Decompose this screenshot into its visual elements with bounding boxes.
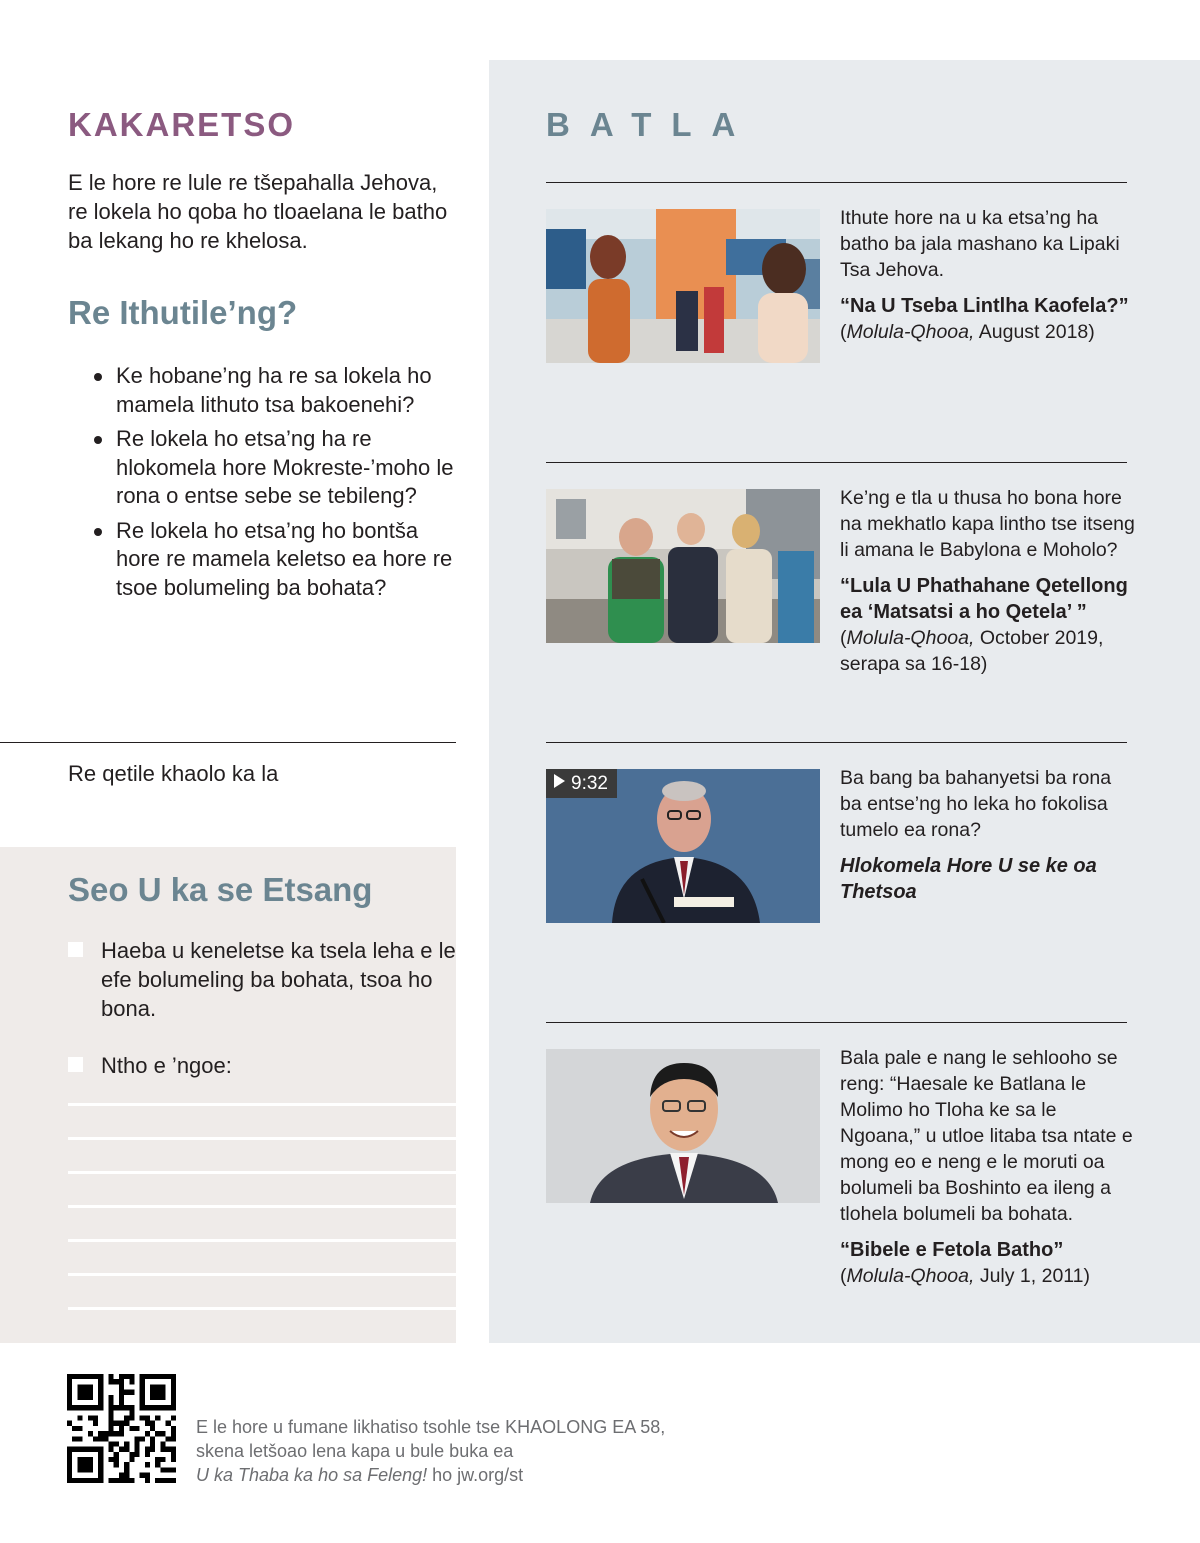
goal-item-text: Ntho e ’ngoe:	[101, 1053, 232, 1078]
divider	[546, 462, 1127, 463]
explore-item	[840, 765, 1135, 905]
write-line[interactable]	[68, 1239, 456, 1242]
explore-item	[840, 205, 1135, 345]
divider	[0, 742, 456, 743]
article-thumbnail-street-witnessing[interactable]	[546, 489, 820, 643]
review-question-text: Re lokela ho etsa’ng ha re hlokomela hore Mokreste-’moho le rona o entse sebe se tebileng?	[116, 426, 454, 508]
review-question	[92, 425, 464, 511]
article-thumbnail-people-with-phones[interactable]	[546, 209, 820, 363]
book-title: U ka Thaba ka ho sa Feleng!	[196, 1465, 428, 1485]
goal-item-text: Haeba u keneletse ka tsela leha e le efe bolumeling ba bohata, tsoa ho bona.	[101, 938, 456, 1021]
explore-heading: BATLA	[546, 106, 756, 143]
checkbox[interactable]	[68, 942, 83, 957]
footer-link-text[interactable]: ho jw.org/st	[427, 1465, 524, 1485]
explore-item-text: Ba bang ba bahanyetsi ba rona ba entse’ng ho leka ho fokolisa tumelo ea rona?	[840, 767, 1112, 841]
footer-line: skena letšoao lena kapa u bule buka ea	[196, 1441, 514, 1461]
divider	[546, 1022, 1127, 1023]
goals-heading: Seo U ka se Etsang	[68, 871, 373, 908]
video-link[interactable]: Hlokomela Hore U se ke oa Thetsoa	[840, 855, 1097, 903]
explore-item-text: Ithute hore na u ka etsa’ng ha batho ba jala mashano ka Lipaki Tsa Jehova.	[840, 207, 1120, 281]
article-thumbnail-portrait[interactable]	[546, 1049, 820, 1203]
bullet-icon	[94, 528, 102, 536]
source-citation: (Molula-Qhooa, July 1, 2011)	[840, 1265, 1091, 1287]
summary-text: E le hore re lule re tšepahalla Jehova, re lokela ho qoba ho tloaelana le batho ba lekang ho re khelosa.	[68, 170, 448, 253]
publication-name: Molula-Qhooa,	[846, 1265, 975, 1287]
review-question	[92, 362, 464, 419]
write-line[interactable]	[68, 1137, 456, 1140]
source-details: August 2018)	[974, 321, 1095, 343]
play-icon	[554, 774, 565, 788]
source-details: October 2019, serapa sa 16-18)	[840, 627, 1104, 675]
explore-item-text: Ke’ng e tla u thusa ho bona hore na mekhatlo kapa lintho tse itseng li amana le Babylona e Moholo?	[840, 487, 1135, 561]
review-question-text: Re lokela ho etsa’ng ho bontša hore re mamela keletso ea hore re tsoe bolumeling ba bohata?	[116, 517, 453, 600]
completed-date-label: Re qetile khaolo ka la	[68, 761, 279, 786]
source-details: July 1, 2011)	[974, 1265, 1091, 1287]
checkbox[interactable]	[68, 1057, 83, 1072]
review-heading: Re Ithutile’ng?	[68, 294, 298, 331]
article-link[interactable]: “Lula U Phathahane Qetellong ea ‘Matsatsi a ho Qetela’ ”	[840, 575, 1128, 623]
publication-name: Molula-Qhooa,	[846, 321, 975, 343]
goal-item-other[interactable]	[68, 1051, 471, 1080]
write-line[interactable]	[68, 1273, 456, 1276]
video-thumbnail-speaker[interactable]	[546, 769, 820, 923]
write-line[interactable]	[68, 1171, 456, 1174]
video-duration-badge	[546, 769, 617, 798]
article-link[interactable]: “Bibele e Fetola Batho”	[840, 1239, 1064, 1261]
footer-note	[196, 1415, 665, 1487]
publication-name: Molula-Qhooa,	[846, 627, 975, 649]
explore-item	[840, 1045, 1135, 1289]
goal-item[interactable]	[68, 936, 471, 1023]
source-citation: (Molula-Qhooa, October 2019, serapa sa 16-18)	[840, 627, 1104, 675]
footer-line: E le hore u fumane likhatiso tsohle tse KHAOLONG EA 58,	[196, 1417, 666, 1437]
article-link[interactable]: “Na U Tseba Lintlha Kaofela?”	[840, 295, 1129, 317]
video-duration: 9:32	[571, 773, 608, 794]
explore-item-text: Bala pale e nang le sehlooho se reng: “Haesale ke Batlana le Molimo ho Tloha ke sa le Ngoana,” u utloe litaba tsa ntate e mong eo e neng e le moruti oa bolumeli ba Boshinto ea ileng a tlohela bolumeli ba bohata.	[840, 1047, 1133, 1225]
write-line[interactable]	[68, 1307, 456, 1310]
review-questions-list	[92, 362, 464, 608]
goals-panel	[0, 847, 456, 1343]
write-line[interactable]	[68, 1205, 456, 1208]
review-question-text: Ke hobane’ng ha re sa lokela ho mamela lithuto tsa bakoenehi?	[116, 363, 432, 417]
review-question	[92, 517, 464, 603]
bullet-icon	[94, 436, 102, 444]
qr-code-icon[interactable]	[67, 1374, 176, 1483]
source-citation: (Molula-Qhooa, August 2018)	[840, 321, 1095, 343]
divider	[546, 182, 1127, 183]
write-line[interactable]	[68, 1103, 456, 1106]
divider	[546, 742, 1127, 743]
bullet-icon	[94, 373, 102, 381]
explore-item	[840, 485, 1135, 677]
summary-heading: KAKARETSO	[68, 106, 296, 143]
